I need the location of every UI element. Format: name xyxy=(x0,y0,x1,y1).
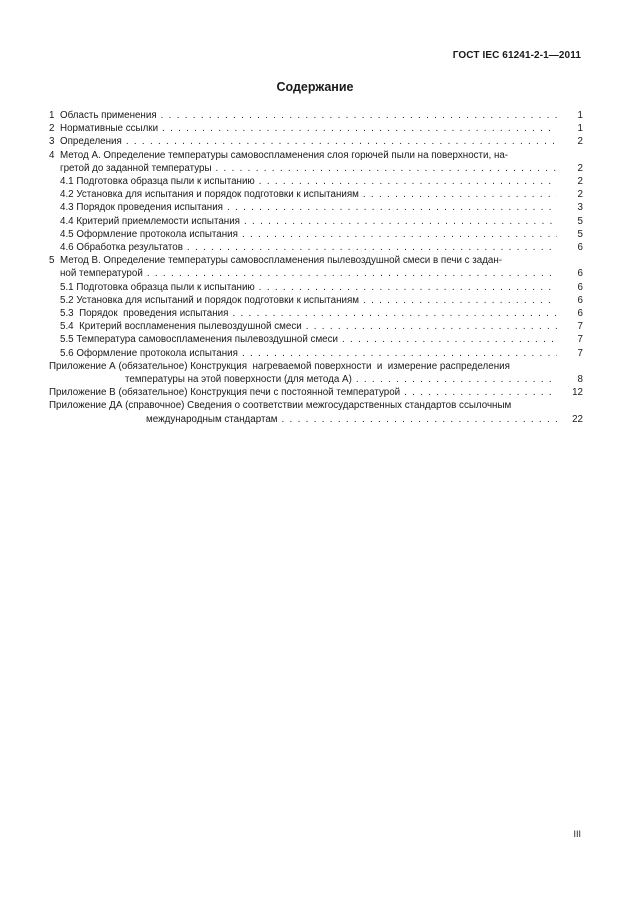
toc-entry-page: 6 xyxy=(577,294,583,306)
toc-subentry-title: 4.5 Оформление протокола испытания xyxy=(60,228,238,240)
appendix-title-line1: Приложение ДА (справочное) Сведения о соответствии межгосударственных стандартов ссылочным xyxy=(49,400,512,412)
toc-title: Содержание xyxy=(276,80,354,94)
toc-entry-number: 2 xyxy=(49,123,55,135)
toc-entry-page: 6 xyxy=(577,268,583,280)
dot-leader xyxy=(363,188,557,201)
toc-subentry-title: 5.2 Установка для испытаний и порядок подготовки к испытаниям xyxy=(60,294,360,306)
dot-leader xyxy=(404,386,557,399)
toc-entry-page: 12 xyxy=(572,387,583,399)
toc-entry-page: 8 xyxy=(577,374,583,386)
toc-entry-page: 5 xyxy=(577,228,583,240)
toc-entry-title: Определения xyxy=(60,136,122,148)
toc-subentry[interactable] xyxy=(49,228,583,241)
toc-entry-title-line1: Метод А. Определение температуры самовоспламенения слоя горючей пыли на поверхности, на- xyxy=(60,149,509,161)
toc-entry-page: 2 xyxy=(577,162,583,174)
toc-entry-page: 2 xyxy=(577,136,583,148)
appendix-title-line2: международным стандартам xyxy=(146,413,278,425)
toc-subentry-title: 5.3 Порядок проведения испытания xyxy=(60,308,229,320)
toc-subentry-title: 5.5 Температура самовоспламенения пылевоздушной смеси xyxy=(60,334,338,346)
dot-leader xyxy=(242,347,557,360)
page-number: III xyxy=(573,829,581,839)
toc-entry-page: 2 xyxy=(577,189,583,201)
appendix-title-line2: температуры на этой поверхности (для метода А) xyxy=(125,374,352,386)
dot-leader xyxy=(242,228,557,241)
dot-leader xyxy=(147,267,557,280)
toc-subentry[interactable] xyxy=(49,281,583,294)
toc-entry-title-line1: Метод В. Определение температуры самовоспламенения пылевоздушной смеси в печи с задан- xyxy=(60,255,503,267)
toc-entry-number: 4 xyxy=(49,149,55,161)
toc-subentry-title: 4.2 Установка для испытания и порядок подготовки к испытаниям xyxy=(60,189,359,201)
toc-entry-number: 5 xyxy=(49,255,55,267)
toc-entry-title-line2: ной температурой xyxy=(60,268,143,280)
toc-subentry-title: 4.3 Порядок проведения испытания xyxy=(60,202,223,214)
dot-leader xyxy=(282,413,557,426)
toc-subentry-title: 5.1 Подготовка образца пыли к испытанию xyxy=(60,281,255,293)
toc-subentry[interactable] xyxy=(49,175,583,188)
dot-leader xyxy=(232,307,557,320)
toc-entry-page: 1 xyxy=(577,110,583,121)
toc-entry-number: 3 xyxy=(49,136,55,148)
toc-subentry-title: 4.4 Критерий приемлемости испытания xyxy=(60,215,240,227)
toc-entry-title: Область применения xyxy=(60,110,157,121)
appendix-title: Приложение В (обязательное) Конструкция печи с постоянной температурой xyxy=(49,387,401,399)
toc-subentry[interactable] xyxy=(49,201,583,214)
toc-entry-title: Нормативные ссылки xyxy=(60,123,159,135)
toc-entry-number: 1 xyxy=(49,110,55,121)
toc-entry-page: 3 xyxy=(577,202,583,214)
toc-entry-page: 22 xyxy=(572,413,583,425)
dot-leader xyxy=(306,320,557,333)
dot-leader xyxy=(244,215,557,228)
dot-leader xyxy=(259,281,557,294)
toc-appendix[interactable] xyxy=(49,399,583,425)
toc-subentry[interactable] xyxy=(49,347,583,360)
toc-subentry-title: 4.6 Обработка результатов xyxy=(60,242,183,254)
toc-entry-page: 2 xyxy=(577,176,583,188)
toc-entry-page: 7 xyxy=(577,321,583,333)
dot-leader xyxy=(187,241,557,254)
toc-subentry-title: 5.4 Критерий воспламенения пылевоздушной смеси xyxy=(60,321,302,333)
dot-leader xyxy=(363,294,557,307)
toc-subentry[interactable] xyxy=(49,241,583,254)
dot-leader xyxy=(162,122,557,135)
toc-subentry[interactable] xyxy=(49,215,583,228)
toc-entry-page: 6 xyxy=(577,281,583,293)
toc-appendix[interactable] xyxy=(49,386,583,399)
appendix-title-line1: Приложение А (обязательное) Конструкция нагреваемой поверхности и измерение распределения xyxy=(49,360,510,372)
dot-leader xyxy=(259,175,557,188)
dot-leader xyxy=(356,373,557,386)
dot-leader xyxy=(216,162,558,175)
toc-subentry[interactable] xyxy=(49,320,583,333)
toc-entry-page: 7 xyxy=(577,347,583,359)
toc-subentry-title: 4.1 Подготовка образца пыли к испытанию xyxy=(60,176,255,188)
toc-entry[interactable] xyxy=(49,109,583,122)
toc-subentry-title: 5.6 Оформление протокола испытания xyxy=(60,347,238,359)
toc-subentry[interactable] xyxy=(49,294,583,307)
dot-leader xyxy=(227,201,557,214)
toc-entry-page: 7 xyxy=(577,334,583,346)
dot-leader xyxy=(342,333,557,346)
dot-leader xyxy=(161,109,557,122)
toc-appendix[interactable] xyxy=(49,360,583,386)
toc-entry[interactable] xyxy=(49,149,583,175)
toc-entry-page: 6 xyxy=(577,242,583,254)
toc-entry-page: 6 xyxy=(577,308,583,320)
toc-entry-page: 5 xyxy=(577,215,583,227)
table-of-contents xyxy=(49,109,583,426)
toc-subentry[interactable] xyxy=(49,188,583,201)
document-code: ГОСТ IEC 61241-2-1—2011 xyxy=(452,50,581,61)
toc-subentry[interactable] xyxy=(49,307,583,320)
dot-leader xyxy=(126,135,557,148)
toc-entry[interactable] xyxy=(49,254,583,280)
toc-entry[interactable] xyxy=(49,122,583,135)
toc-subentry[interactable] xyxy=(49,333,583,346)
toc-entry-title-line2: гретой до заданной температуры xyxy=(60,162,212,174)
toc-entry-page: 1 xyxy=(577,123,583,135)
toc-entry[interactable] xyxy=(49,135,583,148)
